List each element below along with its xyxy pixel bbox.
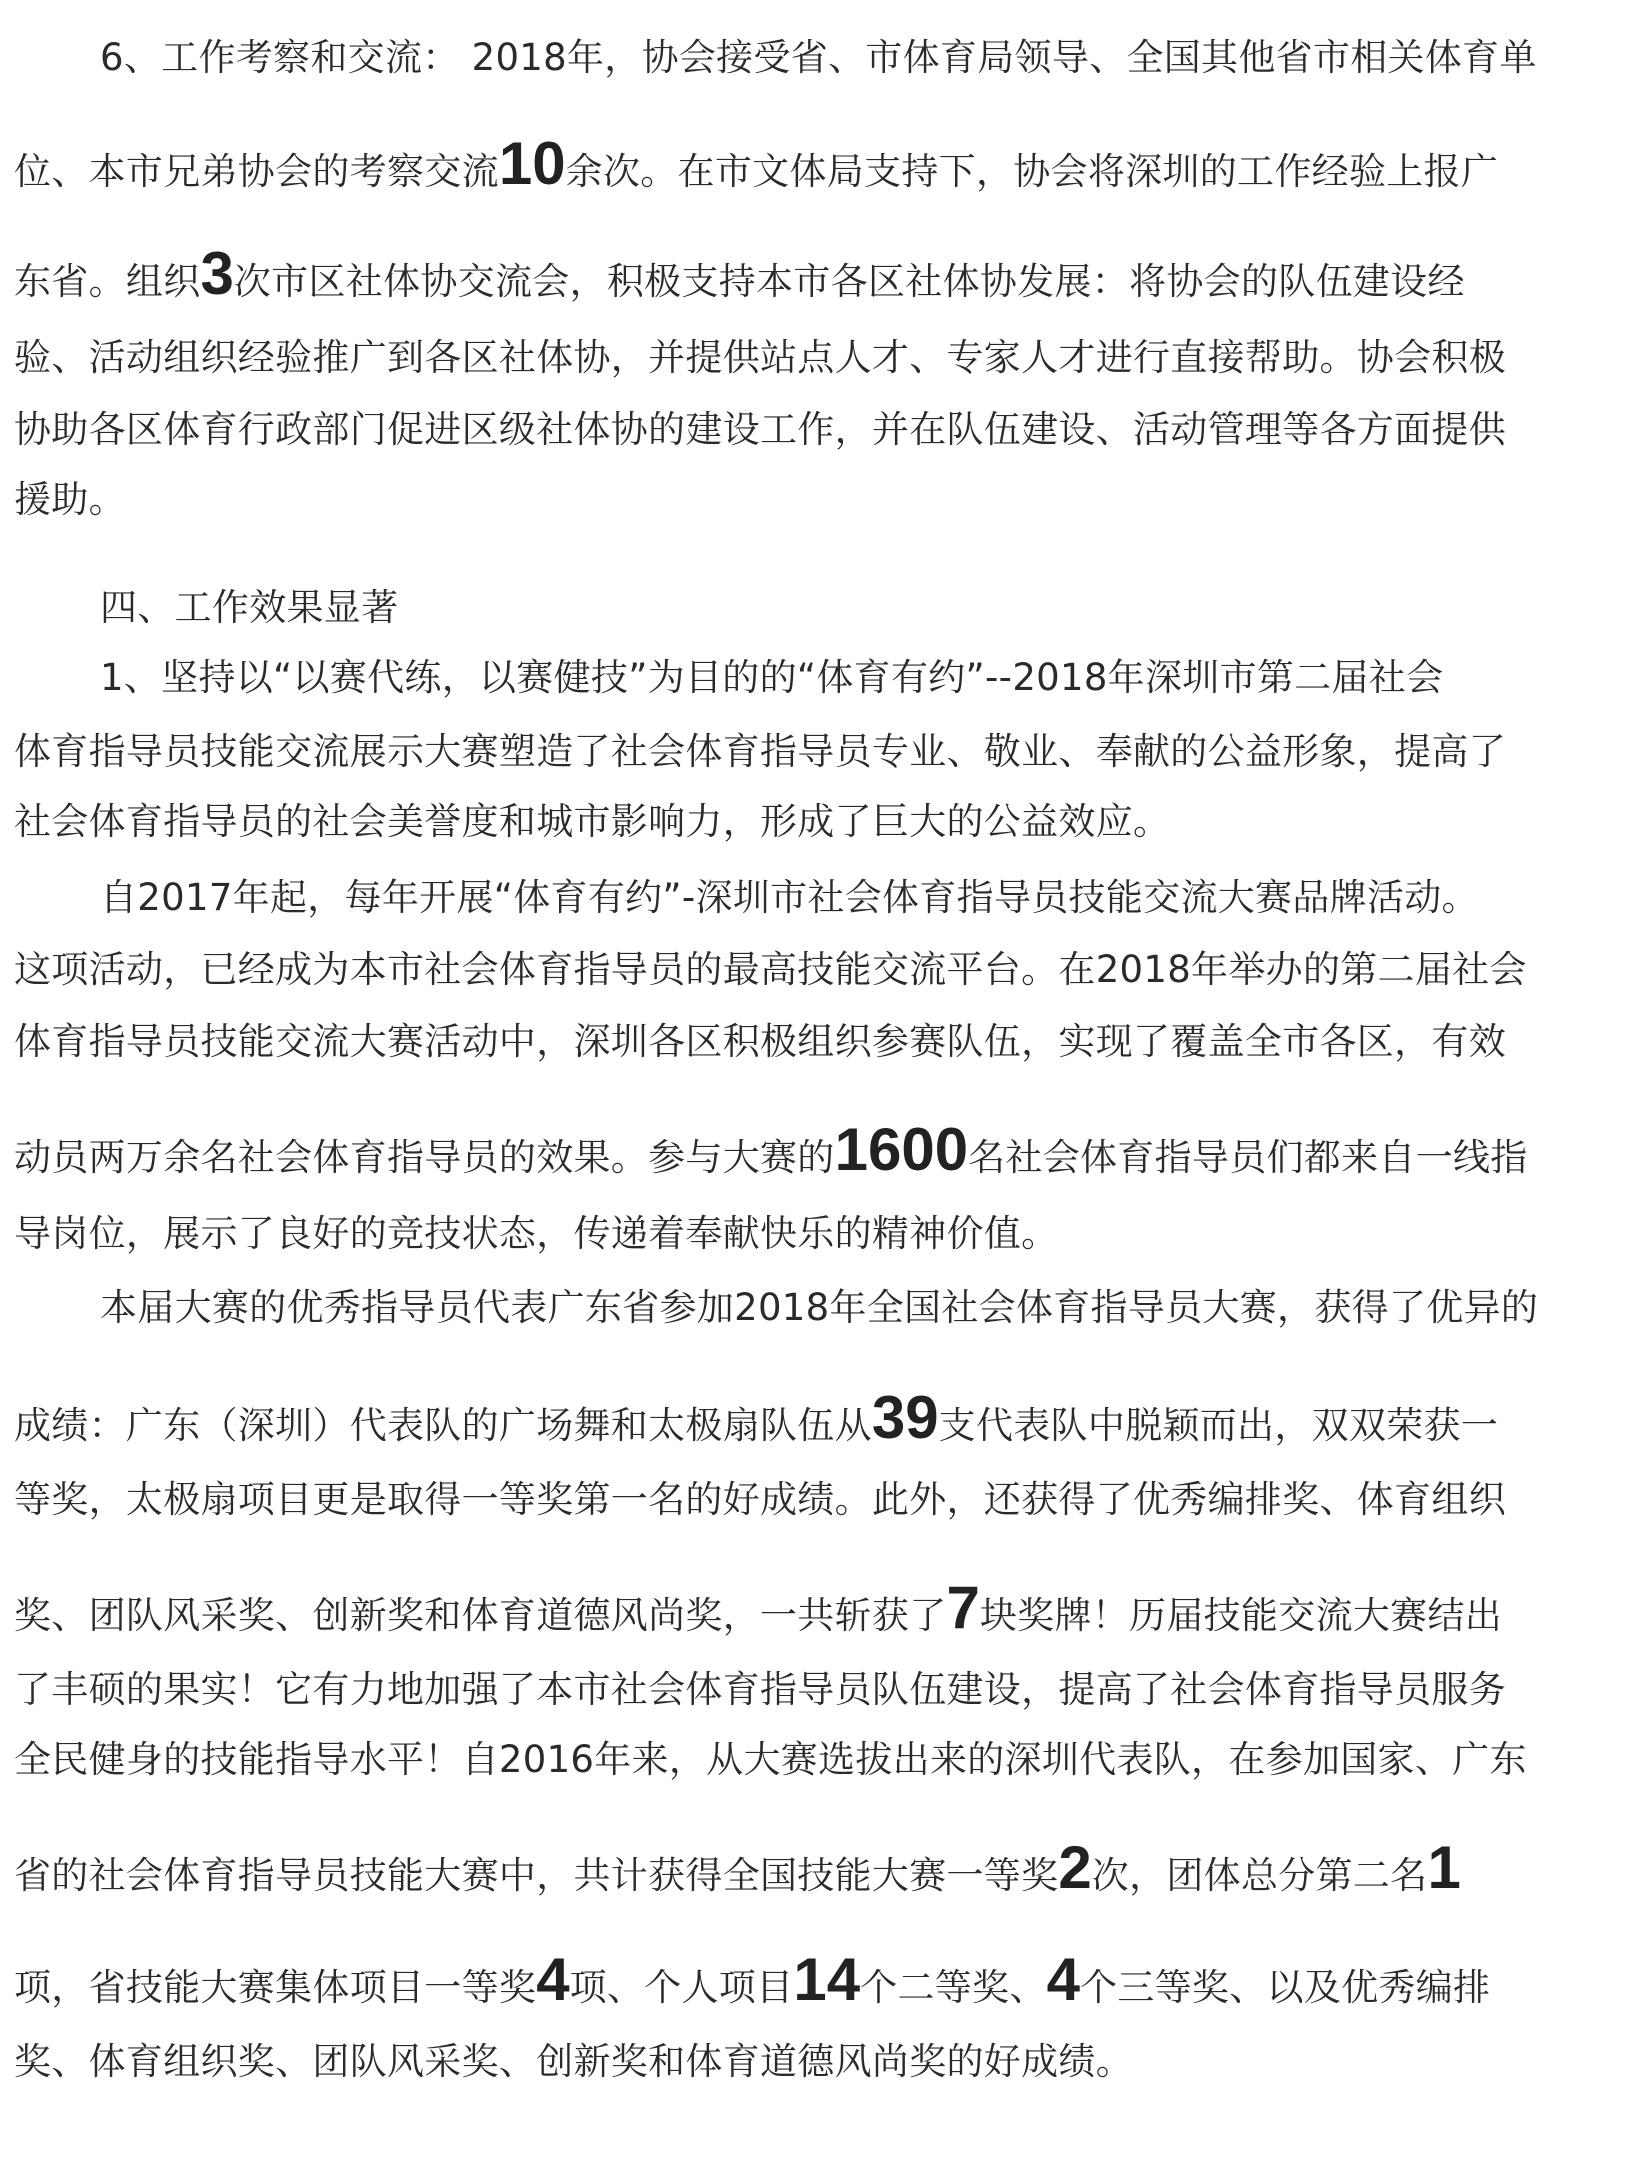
emphasis-number: 3 [200, 240, 234, 307]
text-line [14, 1834, 1624, 1901]
text-segment: 社会体育指导员的社会美誉度和城市影响力，形成了巨大的公益效应。 [14, 800, 1171, 843]
emphasis-number: 1600 [834, 1116, 969, 1183]
text-segment: 次，团体总分第二名 [1091, 1854, 1428, 1897]
text-segment: 协助各区体育行政部门促进区级社体协的建设工作，并在队伍建设、活动管理等各方面提供 [14, 408, 1506, 451]
text-segment: 自2017年起，每年开展“体育有约”-深圳市社会体育指导员技能交流大赛品牌活动。 [100, 876, 1479, 919]
text-line [14, 408, 1624, 452]
text-line [14, 1574, 1624, 1641]
section-heading [100, 586, 1630, 630]
text-segment: 奖、体育组织奖、团队风采奖、创新奖和体育道德风尚奖的好成绩。 [14, 2040, 1133, 2083]
text-segment: 项，省技能大赛集体项目一等奖 [14, 1966, 537, 2009]
text-line [14, 1384, 1624, 1451]
text-segment: 项、个人项目 [569, 1966, 794, 2009]
text-line [14, 1478, 1624, 1522]
text-segment: 省的社会体育指导员技能大赛中，共计获得全国技能大赛一等奖 [14, 1854, 1059, 1897]
text-line [14, 1738, 1624, 1782]
text-segment: 验、活动组织经验推广到各区社体协，并提供站点人才、专家人才进行直接帮助。协会积极 [14, 336, 1506, 379]
emphasis-number: 4 [1046, 1946, 1081, 2013]
text-segment: 6、工作考察和交流： 2018年，协会接受省、市体育局领导、全国其他省市相关体育单 [100, 36, 1537, 79]
text-segment: 个三等奖、以及优秀编排 [1080, 1966, 1491, 2009]
text-segment: 四、工作效果显著 [100, 586, 399, 629]
text-segment: 个二等奖、 [860, 1966, 1047, 2009]
text-segment: 本届大赛的优秀指导员代表广东省参加2018年全国社会体育指导员大赛，获得了优异的 [100, 1286, 1539, 1329]
text-segment: 等奖，太极扇项目更是取得一等奖第一名的好成绩。此外，还获得了优秀编排奖、体育组织 [14, 1478, 1506, 1521]
emphasis-number: 4 [536, 1946, 570, 2013]
text-line [14, 1668, 1624, 1712]
text-segment: 位、本市兄弟协会的考察交流 [14, 150, 499, 193]
text-segment: 东省。组织 [14, 260, 201, 303]
text-line [100, 1286, 1630, 1330]
text-line [14, 800, 1624, 844]
text-line [100, 656, 1630, 700]
text-line [14, 730, 1624, 774]
text-line [14, 240, 1624, 307]
text-segment: 援助。 [14, 478, 126, 521]
text-line [14, 1020, 1624, 1064]
text-segment: 块奖牌！历届技能交流大赛结出 [979, 1594, 1503, 1637]
text-line [14, 948, 1624, 992]
text-line [14, 336, 1624, 380]
text-segment: 成绩：广东（深圳）代表队的广场舞和太极扇队伍从 [14, 1404, 872, 1447]
text-segment: 次市区社体协交流会，积极支持本市各区社体协发展：将协会的队伍建设经 [233, 260, 1465, 303]
text-segment: 全民健身的技能指导水平！自2016年来，从大赛选拔出来的深圳代表队，在参加国家、广东 [14, 1738, 1527, 1781]
text-line [14, 478, 1624, 522]
text-line [14, 1946, 1624, 2013]
text-segment: 奖、团队风采奖、创新奖和体育道德风尚奖，一共斩获了 [14, 1594, 947, 1637]
emphasis-number: 39 [871, 1384, 939, 1451]
text-segment: 余次。在市文体局支持下，协会将深圳的工作经验上报广 [565, 150, 1499, 193]
text-segment: 体育指导员技能交流展示大赛塑造了社会体育指导员专业、敬业、奉献的公益形象，提高了 [14, 730, 1506, 773]
text-line [14, 2040, 1624, 2084]
text-line [100, 36, 1630, 80]
text-segment: 名社会体育指导员们都来自一线指 [968, 1136, 1528, 1179]
emphasis-number: 1 [1427, 1834, 1461, 1901]
text-segment: 这项活动，已经成为本市社会体育指导员的最高技能交流平台。在2018年举办的第二届社会 [14, 948, 1527, 991]
text-segment: 了丰硕的果实！它有力地加强了本市社会体育指导员队伍建设，提高了社会体育指导员服务 [14, 1668, 1506, 1711]
text-segment: 支代表队中脱颖而出，双双荣获一 [938, 1404, 1499, 1447]
text-line [14, 130, 1624, 197]
text-line [14, 1116, 1624, 1183]
text-segment: 1、坚持以“以赛代练，以赛健技”为目的的“体育有约”--2018年深圳市第二届社会 [100, 656, 1444, 699]
text-segment: 导岗位，展示了良好的竞技状态，传递着奉献快乐的精神价值。 [14, 1212, 1059, 1255]
emphasis-number: 2 [1058, 1834, 1092, 1901]
emphasis-number: 7 [946, 1574, 980, 1641]
emphasis-number: 10 [498, 130, 566, 197]
emphasis-number: 14 [793, 1946, 861, 2013]
text-segment: 动员两万余名社会体育指导员的效果。参与大赛的 [14, 1136, 835, 1179]
text-line [100, 876, 1630, 920]
text-segment: 体育指导员技能交流大赛活动中，深圳各区积极组织参赛队伍，实现了覆盖全市各区，有效 [14, 1020, 1506, 1063]
text-line [14, 1212, 1624, 1256]
